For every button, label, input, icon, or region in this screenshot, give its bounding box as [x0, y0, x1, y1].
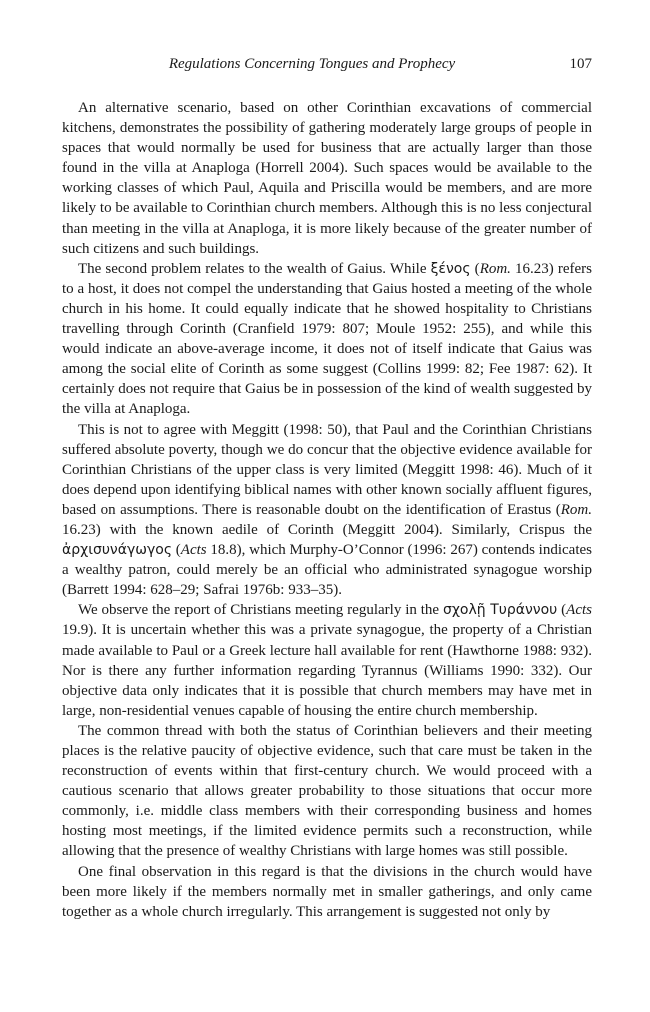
body-text [62, 98, 592, 922]
book-page [62, 52, 592, 922]
paragraph: An alternative scenario, based on other Corinthian excavations of commercial kitchens, demonstrates the possibility of gathering moderately large groups of people in spaces that would normally be used for business that are actually larger than those found in the villa at Anaploga (Horrell 2004). Such spaces would be available to the working classes of which Paul, Aquila and Priscilla would be members, and are more likely to be available to Corinthian church members. Although this is no less conjectural than meeting in the villa at Anaploga, it is more likely because of the greater number of such citizens and such buildings. [62, 100, 592, 257]
scripture-ref: Rom. [560, 501, 592, 518]
paragraph: This is not to agree with Meggitt (1998: 50), that Paul and the Corinthian Christians suffered absolute poverty, though we do concur that the objective evidence available for Corinthian Christians of the upper class is very limited (Meggitt 1998: 46). Much of it does depend upon identifying biblical names with other known socially affluent figures, based on assumptions. There is reasonable doubt on the identification of Erastus (Rom. 16.23) with the known aedile of Corinth (Meggitt 2004). Similarly, Crispus the ἀρχισυνάγωγος (Acts 18.8), which Murphy-O’Connor (1996: 267) contends indicates a wealthy patron, could merely be an official who administrated synagogue worship (Barrett 1994: 628–29; Safrai 1976b: 933–35). [62, 421, 592, 599]
scripture-ref: Rom. [479, 260, 511, 277]
page-number: 107 [569, 56, 592, 72]
running-head [62, 52, 592, 76]
paragraph: We observe the report of Christians meeting regularly in the σχολῇ Τυράννου (Acts 19.9). It is uncertain whether this was a private synagogue, the property of a Christian made available to Paul or a Greek lecture hall available for rent (Hawthorne 1988: 932). Nor is there any further information regarding Tyrannus (Williams 1990: 332). Our objective data only indicates that it is possible that church members may have met in large, non-residential venues capable of housing the entire church membership. [62, 602, 592, 719]
greek-term: ἀρχισυνάγωγος [62, 542, 173, 559]
greek-term: σχολῇ Τυράννου [442, 602, 558, 619]
paragraph: The common thread with both the status of Corinthian believers and their meeting places is the relative paucity of objective evidence, such that care must be taken in the reconstruction of events within that first-century church. We would proceed with a cautious scenario that allows greater probability to those situations that occur more commonly, i.e. middle class members with their corresponding business and homes hosting most meetings, if the limited evidence permits such a reconstruction, while allowing that the presence of wealthy Christians with large homes was still possible. [62, 722, 592, 860]
greek-term: ξένος [430, 260, 471, 277]
running-title: Regulations Concerning Tongues and Prophecy [168, 56, 456, 72]
scripture-ref: Acts [180, 542, 207, 559]
paragraph: The second problem relates to the wealth of Gaius. While ξένος (Rom. 16.23) refers to a host, it does not compel the understanding that Gaius hosted a meeting of the whole church in his home. It could equally indicate that he showed hospitality to Christians travelling through Corinth (Cranfield 1979: 807; Moule 1952: 255), and while this would indicate an above-average income, it does not of itself indicate that Gaius was among the social elite of Corinth as some suggest (Collins 1999: 82; Fee 1987: 62). It certainly does not require that Gaius be in possession of the kind of wealth suggested by the villa at Anaploga. [62, 260, 593, 418]
scripture-ref: Acts [566, 602, 592, 619]
paragraph: One final observation in this regard is that the divisions in the church would have been more likely if the members normally met in smaller gatherings, and only came together as a whole church irregularly. This arrangement is suggested not only by [62, 863, 592, 920]
